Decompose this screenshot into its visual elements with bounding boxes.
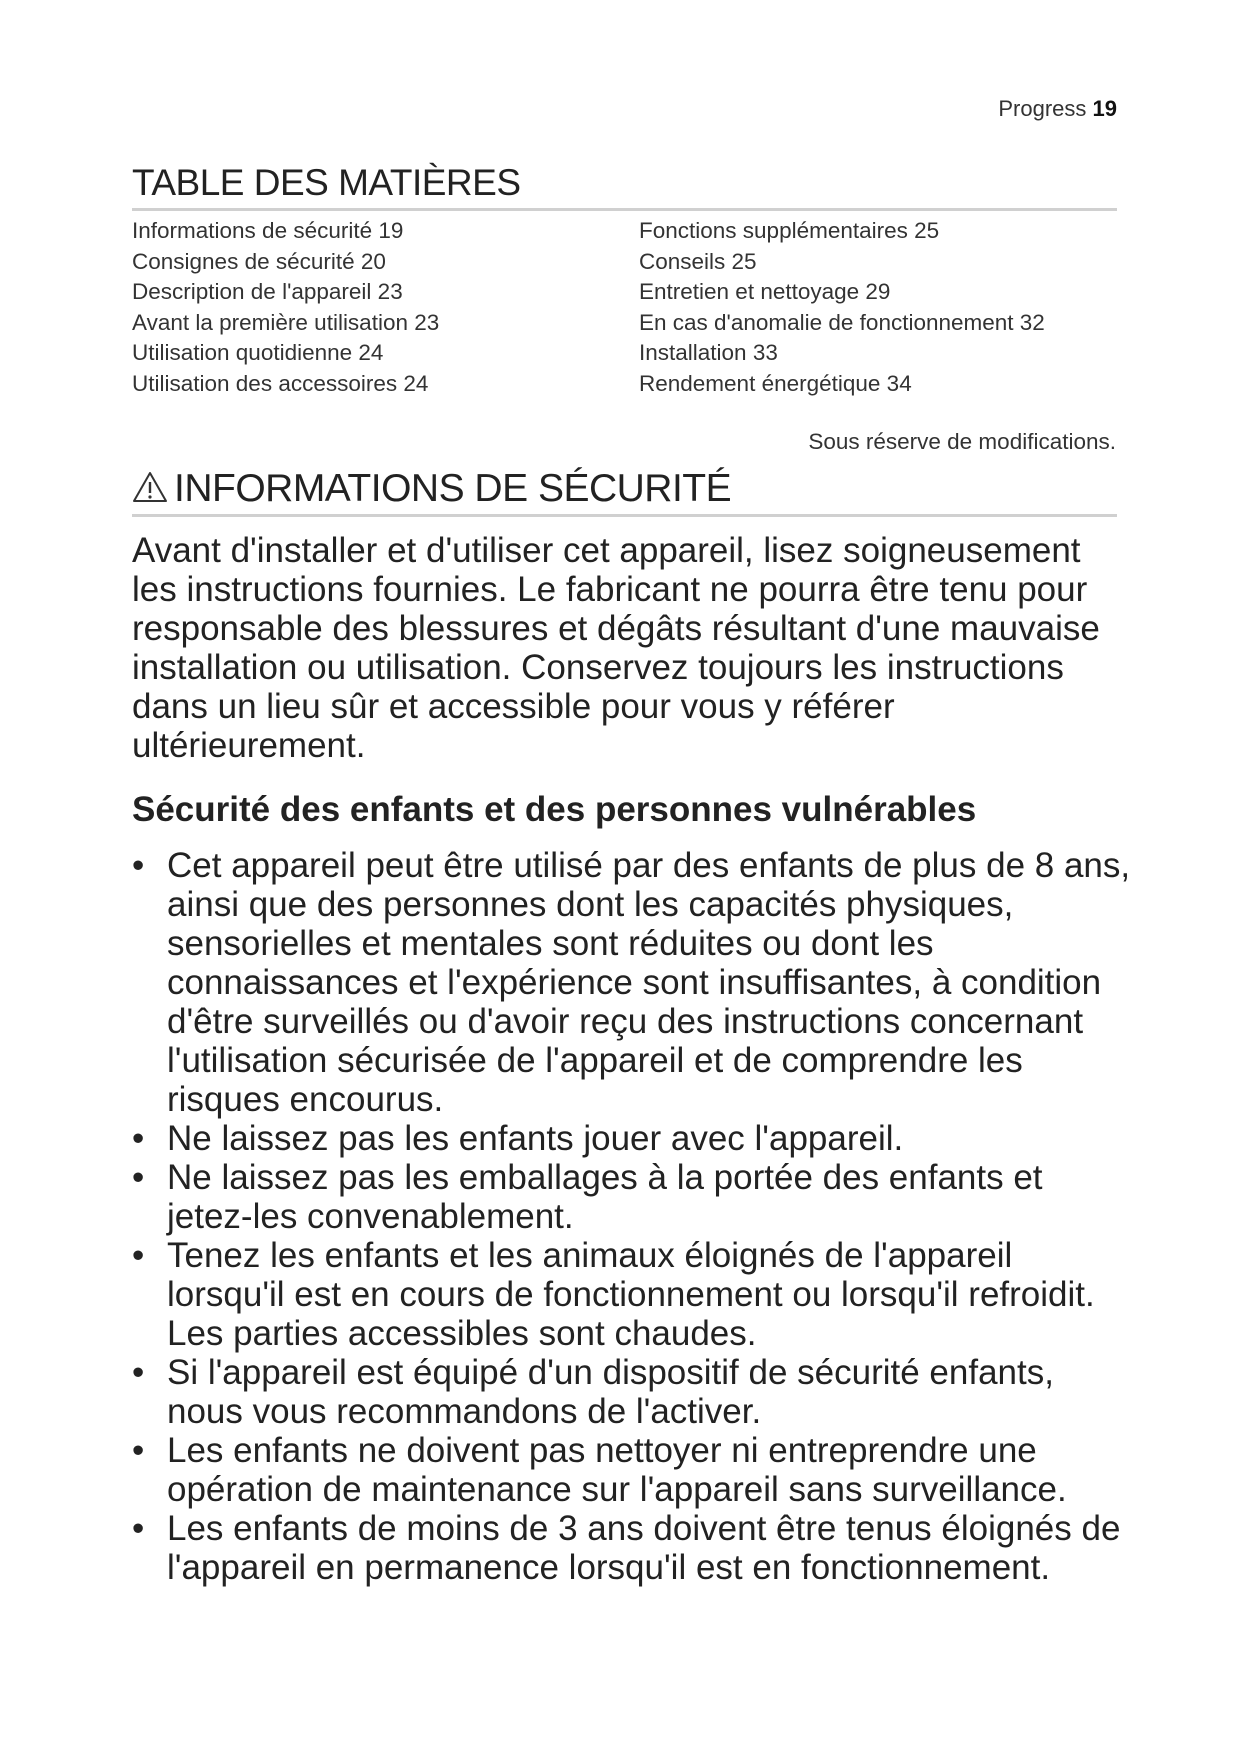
toc-entry[interactable]: Rendement énergétique 34 [639,370,912,396]
list-item: • Ne laissez pas les emballages à la portée des enfants et jetez-les convenablement. [132,1158,1043,1236]
bullet-icon: • [132,1158,145,1197]
toc-entry[interactable]: Consignes de sécurité 20 [132,248,386,274]
list-item: • Les enfants ne doivent pas nettoyer ni entreprendre une opération de maintenance sur l'appareil sans surveillance. [132,1431,1067,1509]
warning-triangle-icon [132,471,168,503]
toc-left-column [132,216,439,399]
bullet-icon: • [132,1353,145,1392]
toc-entry[interactable]: Fonctions supplémentaires 25 [639,218,940,243]
bullet-icon: • [132,1119,145,1158]
modification-note: Sous réserve de modifications. [808,429,1116,454]
list-item: • Si l'appareil est équipé d'un dispositif de sécurité enfants, nous vous recommandons de l'activer. [132,1353,1054,1431]
toc-entry[interactable]: Installation 33 [639,340,778,365]
bullet-icon: • [132,846,145,885]
list-item: • Tenez les enfants et les animaux éloignés de l'appareil lorsqu'il est en cours de fonctionnement ou lorsqu'il refroidit. Les parties accessibles sont chaudes. [132,1236,1095,1353]
toc-entry[interactable]: En cas d'anomalie de fonctionnement 32 [639,309,1045,335]
safety-intro: Avant d'installer et d'utiliser cet appareil, lisez soigneusement les instructions fournies. Le fabricant ne pourra être tenu pour responsable des blessures et dégâts résultant d'une mauvaise installation ou utilisation. Conservez toujours les instructions dans un lieu sûr et accessible pour vous y référer ultérieurement. [132,531,1100,765]
safety-divider [132,514,1117,517]
bullet-icon: • [132,1236,145,1275]
toc-right-column [639,216,1045,399]
safety-title-text: INFORMATIONS DE SÉCURITÉ [174,467,732,510]
toc-entry[interactable]: Entretien et nettoyage 29 [639,279,891,304]
toc-entry[interactable]: Utilisation quotidienne 24 [132,340,384,365]
bullet-icon: • [132,1509,145,1548]
list-item: • Les enfants de moins de 3 ans doivent être tenus éloignés de l'appareil en permanence lorsqu'il est en fonctionnement. [132,1509,1121,1587]
list-item: • Ne laissez pas les enfants jouer avec l'appareil. [132,1119,904,1158]
toc-divider [132,208,1117,211]
toc-entry[interactable]: Avant la première utilisation 23 [132,309,440,335]
children-safety-list [132,846,1132,1587]
bullet-icon: • [132,1431,145,1470]
safety-title [132,467,731,511]
list-item: • Cet appareil peut être utilisé par des enfants de plus de 8 ans, ainsi que des personnes dont les capacités physiques, sensorielles et mentales sont réduites ou dont les connaissances et l'expérience sont insuffisantes, à condition d'être surveillés ou d'avoir reçu des instructions concernant l'utilisation sécurisée de l'appareil et de comprendre les risques encourus. [132,846,1131,1119]
toc-entry[interactable]: Informations de sécurité 19 [132,218,404,243]
toc-entry[interactable]: Description de l'appareil 23 [132,279,403,304]
page-header [998,96,1117,122]
toc-entry[interactable]: Utilisation des accessoires 24 [132,370,429,396]
toc-title: TABLE DES MATIÈRES [132,162,521,203]
toc-entry[interactable]: Conseils 25 [639,248,757,274]
brand-name: Progress [998,96,1087,121]
children-safety-heading: Sécurité des enfants et des personnes vulnérables [132,790,977,829]
page-number: 19 [1092,96,1117,121]
